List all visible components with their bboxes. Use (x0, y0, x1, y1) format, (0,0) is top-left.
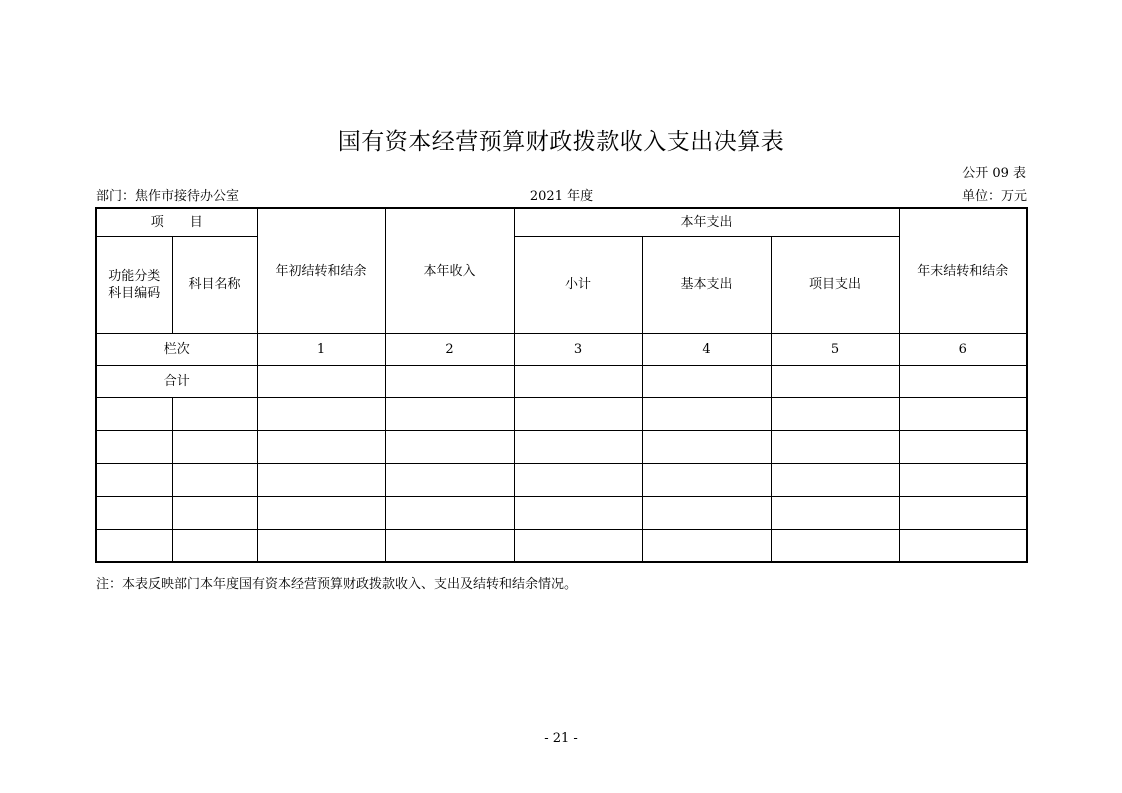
header-row-2 (96, 236, 1027, 333)
meta-line (96, 188, 1027, 206)
table-cell (385, 463, 514, 496)
page-number: - 21 - (544, 731, 578, 746)
table-row (96, 496, 1027, 529)
table-cell (771, 463, 899, 496)
page-title: 国有资本经营预算财政拨款收入支出决算表 (337, 129, 785, 155)
table-cell (642, 397, 771, 430)
header-item: 项 目 (96, 208, 257, 236)
header-opening-balance: 年初结转和结余 (257, 208, 385, 333)
table-cell (96, 397, 172, 430)
table-cell (385, 365, 514, 397)
table-cell (899, 430, 1027, 463)
table-cell (514, 430, 642, 463)
header-subtotal: 小计 (514, 236, 642, 333)
table-cell (96, 430, 172, 463)
header-closing-balance: 年末结转和结余 (899, 208, 1027, 333)
table-cell (642, 529, 771, 562)
fiscal-year: 2021 年度 (529, 189, 594, 204)
header-function-code (96, 236, 172, 333)
table-cell (257, 430, 385, 463)
table-cell (172, 496, 257, 529)
table-cell (385, 430, 514, 463)
column-index-4: 4 (642, 333, 771, 365)
table-cell (257, 496, 385, 529)
table-row (96, 397, 1027, 430)
header-function-code-line2: 科目编码 (108, 285, 161, 301)
unit-label: 单位：万元 (961, 189, 1027, 204)
header-basic-expense: 基本支出 (642, 236, 771, 333)
table-cell (771, 430, 899, 463)
table-cell (514, 365, 642, 397)
table-cell (385, 496, 514, 529)
table-cell (771, 397, 899, 430)
header-subject-name: 科目名称 (172, 236, 257, 333)
table-cell (172, 397, 257, 430)
table-cell (771, 529, 899, 562)
table-cell (96, 463, 172, 496)
header-current-expense: 本年支出 (514, 208, 899, 236)
table-row (96, 529, 1027, 562)
table-cell (899, 397, 1027, 430)
department-label: 部门：焦作市接待办公室 (96, 189, 240, 204)
table-cell (642, 430, 771, 463)
table-cell (385, 397, 514, 430)
table-cell (257, 529, 385, 562)
table-cell (96, 496, 172, 529)
header-row-1 (96, 208, 1027, 236)
table-cell (642, 496, 771, 529)
table-cell (514, 529, 642, 562)
table-cell (385, 529, 514, 562)
table-cell (899, 496, 1027, 529)
table-cell (899, 529, 1027, 562)
table-cell (96, 529, 172, 562)
total-row (96, 365, 1027, 397)
table-cell (257, 397, 385, 430)
column-index-3: 3 (514, 333, 642, 365)
table-cell (257, 365, 385, 397)
table-cell (514, 496, 642, 529)
table-cell (172, 463, 257, 496)
column-index-2: 2 (385, 333, 514, 365)
table-cell (771, 496, 899, 529)
column-index-6: 6 (899, 333, 1027, 365)
column-index-row (96, 333, 1027, 365)
table-cell (514, 463, 642, 496)
table-cell (771, 365, 899, 397)
table-cell (642, 365, 771, 397)
table-cell (172, 430, 257, 463)
table-cell (257, 463, 385, 496)
table-cell (899, 365, 1027, 397)
table-row (96, 430, 1027, 463)
form-number: 公开 09 表 (962, 166, 1026, 181)
table-cell (899, 463, 1027, 496)
table-note: 注：本表反映部门本年度国有资本经营预算财政拨款收入、支出及结转和结余情况。 (96, 577, 578, 592)
header-project-expense: 项目支出 (771, 236, 899, 333)
header-function-code-line1: 功能分类 (108, 268, 161, 284)
table-cell (172, 529, 257, 562)
column-index-label: 栏次 (96, 333, 257, 365)
table-cell (514, 397, 642, 430)
column-index-5: 5 (771, 333, 899, 365)
total-label: 合计 (96, 365, 257, 397)
table-cell (642, 463, 771, 496)
budget-table (95, 207, 1028, 563)
table-row (96, 463, 1027, 496)
column-index-1: 1 (257, 333, 385, 365)
header-current-income: 本年收入 (385, 208, 514, 333)
